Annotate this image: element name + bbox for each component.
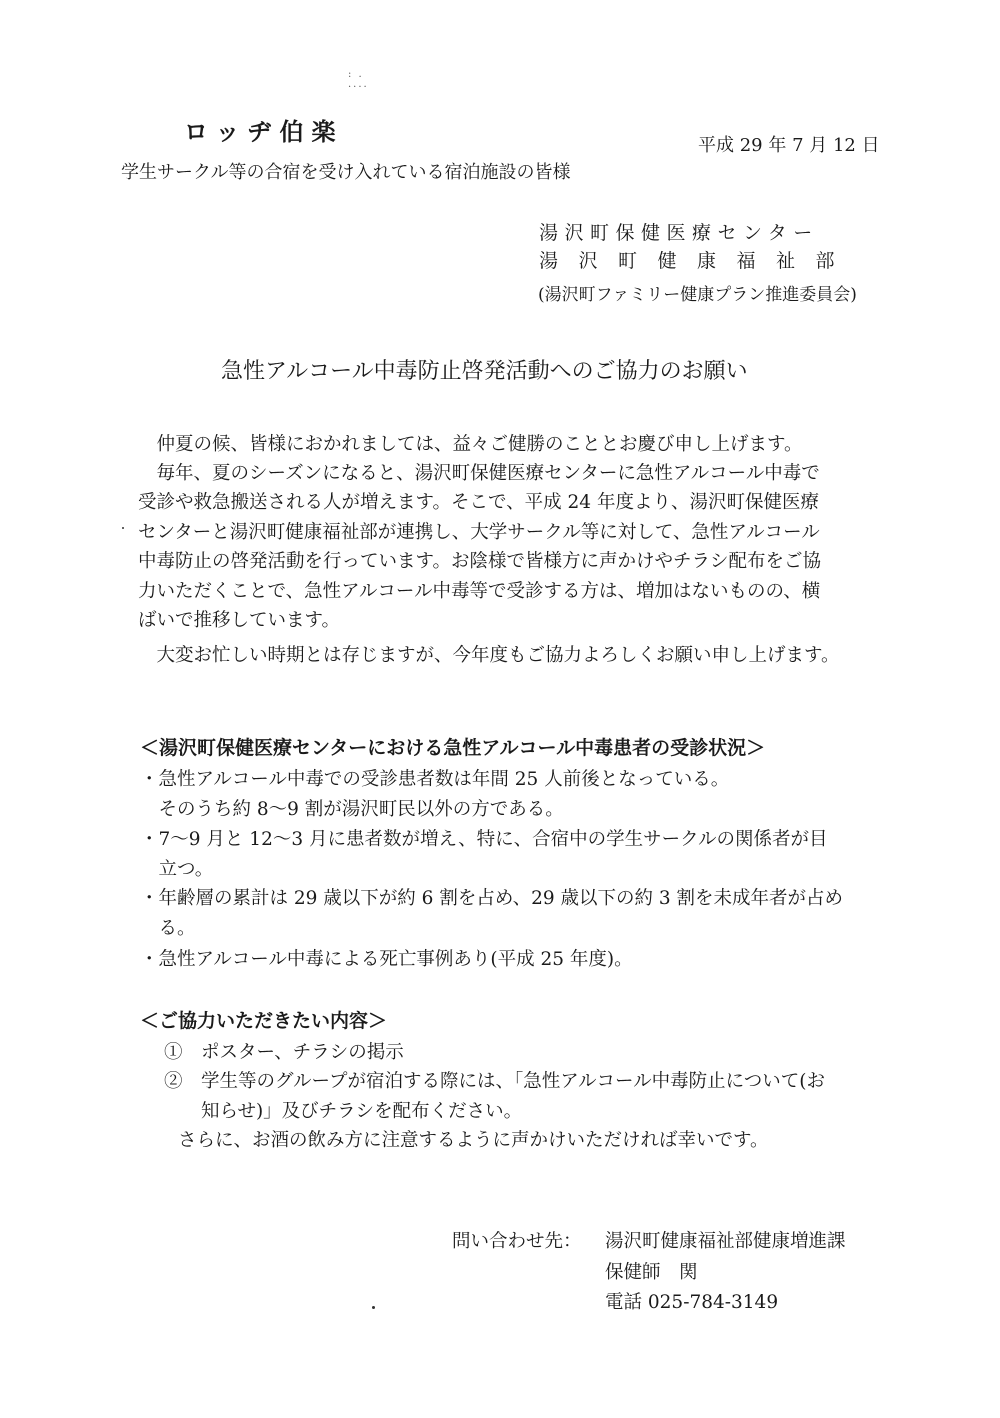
document-date: 平成 29 年 7 月 12 日 bbox=[698, 135, 880, 156]
body-line: センターと湯沢町健康福祉部が連携し、大学サークル等に対して、急性アルコール bbox=[138, 522, 820, 543]
sender-committee: (湯沢町ファミリー健康プラン推進委員会) bbox=[538, 285, 857, 305]
status-line: る。 bbox=[140, 918, 196, 939]
scan-marks: : . .... bbox=[348, 69, 369, 90]
request-line: ② 学生等のグループが宿泊する際には、「急性アルコール中毒防止について(お bbox=[164, 1071, 826, 1092]
status-line: ・急性アルコール中毒による死亡事例あり(平成 25 年度)。 bbox=[140, 949, 633, 970]
addressee: 学生サークル等の合宿を受け入れている宿泊施設の皆様 bbox=[121, 162, 571, 183]
request-section-heading: ＜ご協力いただきたい内容＞ bbox=[140, 1010, 388, 1032]
status-line: ・年齢層の累計は 29 歳以下が約 6 割を占め、29 歳以下の約 3 割を未成年者が占め bbox=[140, 888, 844, 909]
request-line: 知らせ)」及びチラシを配布ください。 bbox=[164, 1101, 523, 1122]
body-line: 仲夏の候、皆様におかれましては、益々ご健勝のこととお慶び申し上げます。 bbox=[138, 434, 803, 455]
facility-stamp: ロッヂ伯楽 bbox=[184, 118, 344, 146]
contact-phone: 電話 025-784-3149 bbox=[605, 1292, 779, 1313]
contact-label: 問い合わせ先： bbox=[452, 1231, 582, 1252]
body-line: 力いただくことで、急性アルコール中毒等で受診する方は、増加はないものの、横 bbox=[138, 581, 821, 602]
status-line: そのうち約 8～9 割が湯沢町民以外の方である。 bbox=[140, 799, 564, 820]
body-line: 毎年、夏のシーズンになると、湯沢町保健医療センターに急性アルコール中毒で bbox=[138, 463, 820, 484]
scan-speck bbox=[372, 1306, 375, 1309]
status-line: 立つ。 bbox=[140, 859, 214, 880]
body-line: ばいで推移しています。 bbox=[138, 610, 341, 631]
scan-speck bbox=[122, 527, 124, 529]
status-line: ・7～9 月と 12～3 月に患者数が増え、特に、合宿中の学生サークルの関係者が目 bbox=[140, 829, 828, 850]
body-line: 受診や救急搬送される人が増えます。そこで、平成 24 年度より、湯沢町保健医療 bbox=[138, 492, 819, 513]
contact-department: 湯沢町健康福祉部健康増進課 bbox=[605, 1231, 846, 1252]
request-line: ① ポスター、チラシの掲示 bbox=[164, 1042, 404, 1063]
status-line: ・急性アルコール中毒での受診患者数は年間 25 人前後となっている。 bbox=[140, 769, 730, 790]
body-line: 大変お忙しい時期とは存じますが、今年度もご協力よろしくお願い申し上げます。 bbox=[138, 645, 840, 666]
body-line: 中毒防止の啓発活動を行っています。お陰様で皆様方に声かけやチラシ配布をご協 bbox=[138, 551, 822, 572]
sender-organization: 湯沢町保健医療センター bbox=[539, 222, 819, 244]
contact-person: 保健師 関 bbox=[605, 1262, 698, 1283]
status-section-heading: ＜湯沢町保健医療センターにおける急性アルコール中毒患者の受診状況＞ bbox=[140, 737, 766, 759]
sender-department: 湯沢町健康福祉部 bbox=[539, 250, 856, 272]
document-title: 急性アルコール中毒防止啓発活動へのご協力のお願い bbox=[221, 359, 748, 384]
request-line: さらに、お酒の飲み方に注意するように声かけいただければ幸いです。 bbox=[178, 1130, 769, 1151]
